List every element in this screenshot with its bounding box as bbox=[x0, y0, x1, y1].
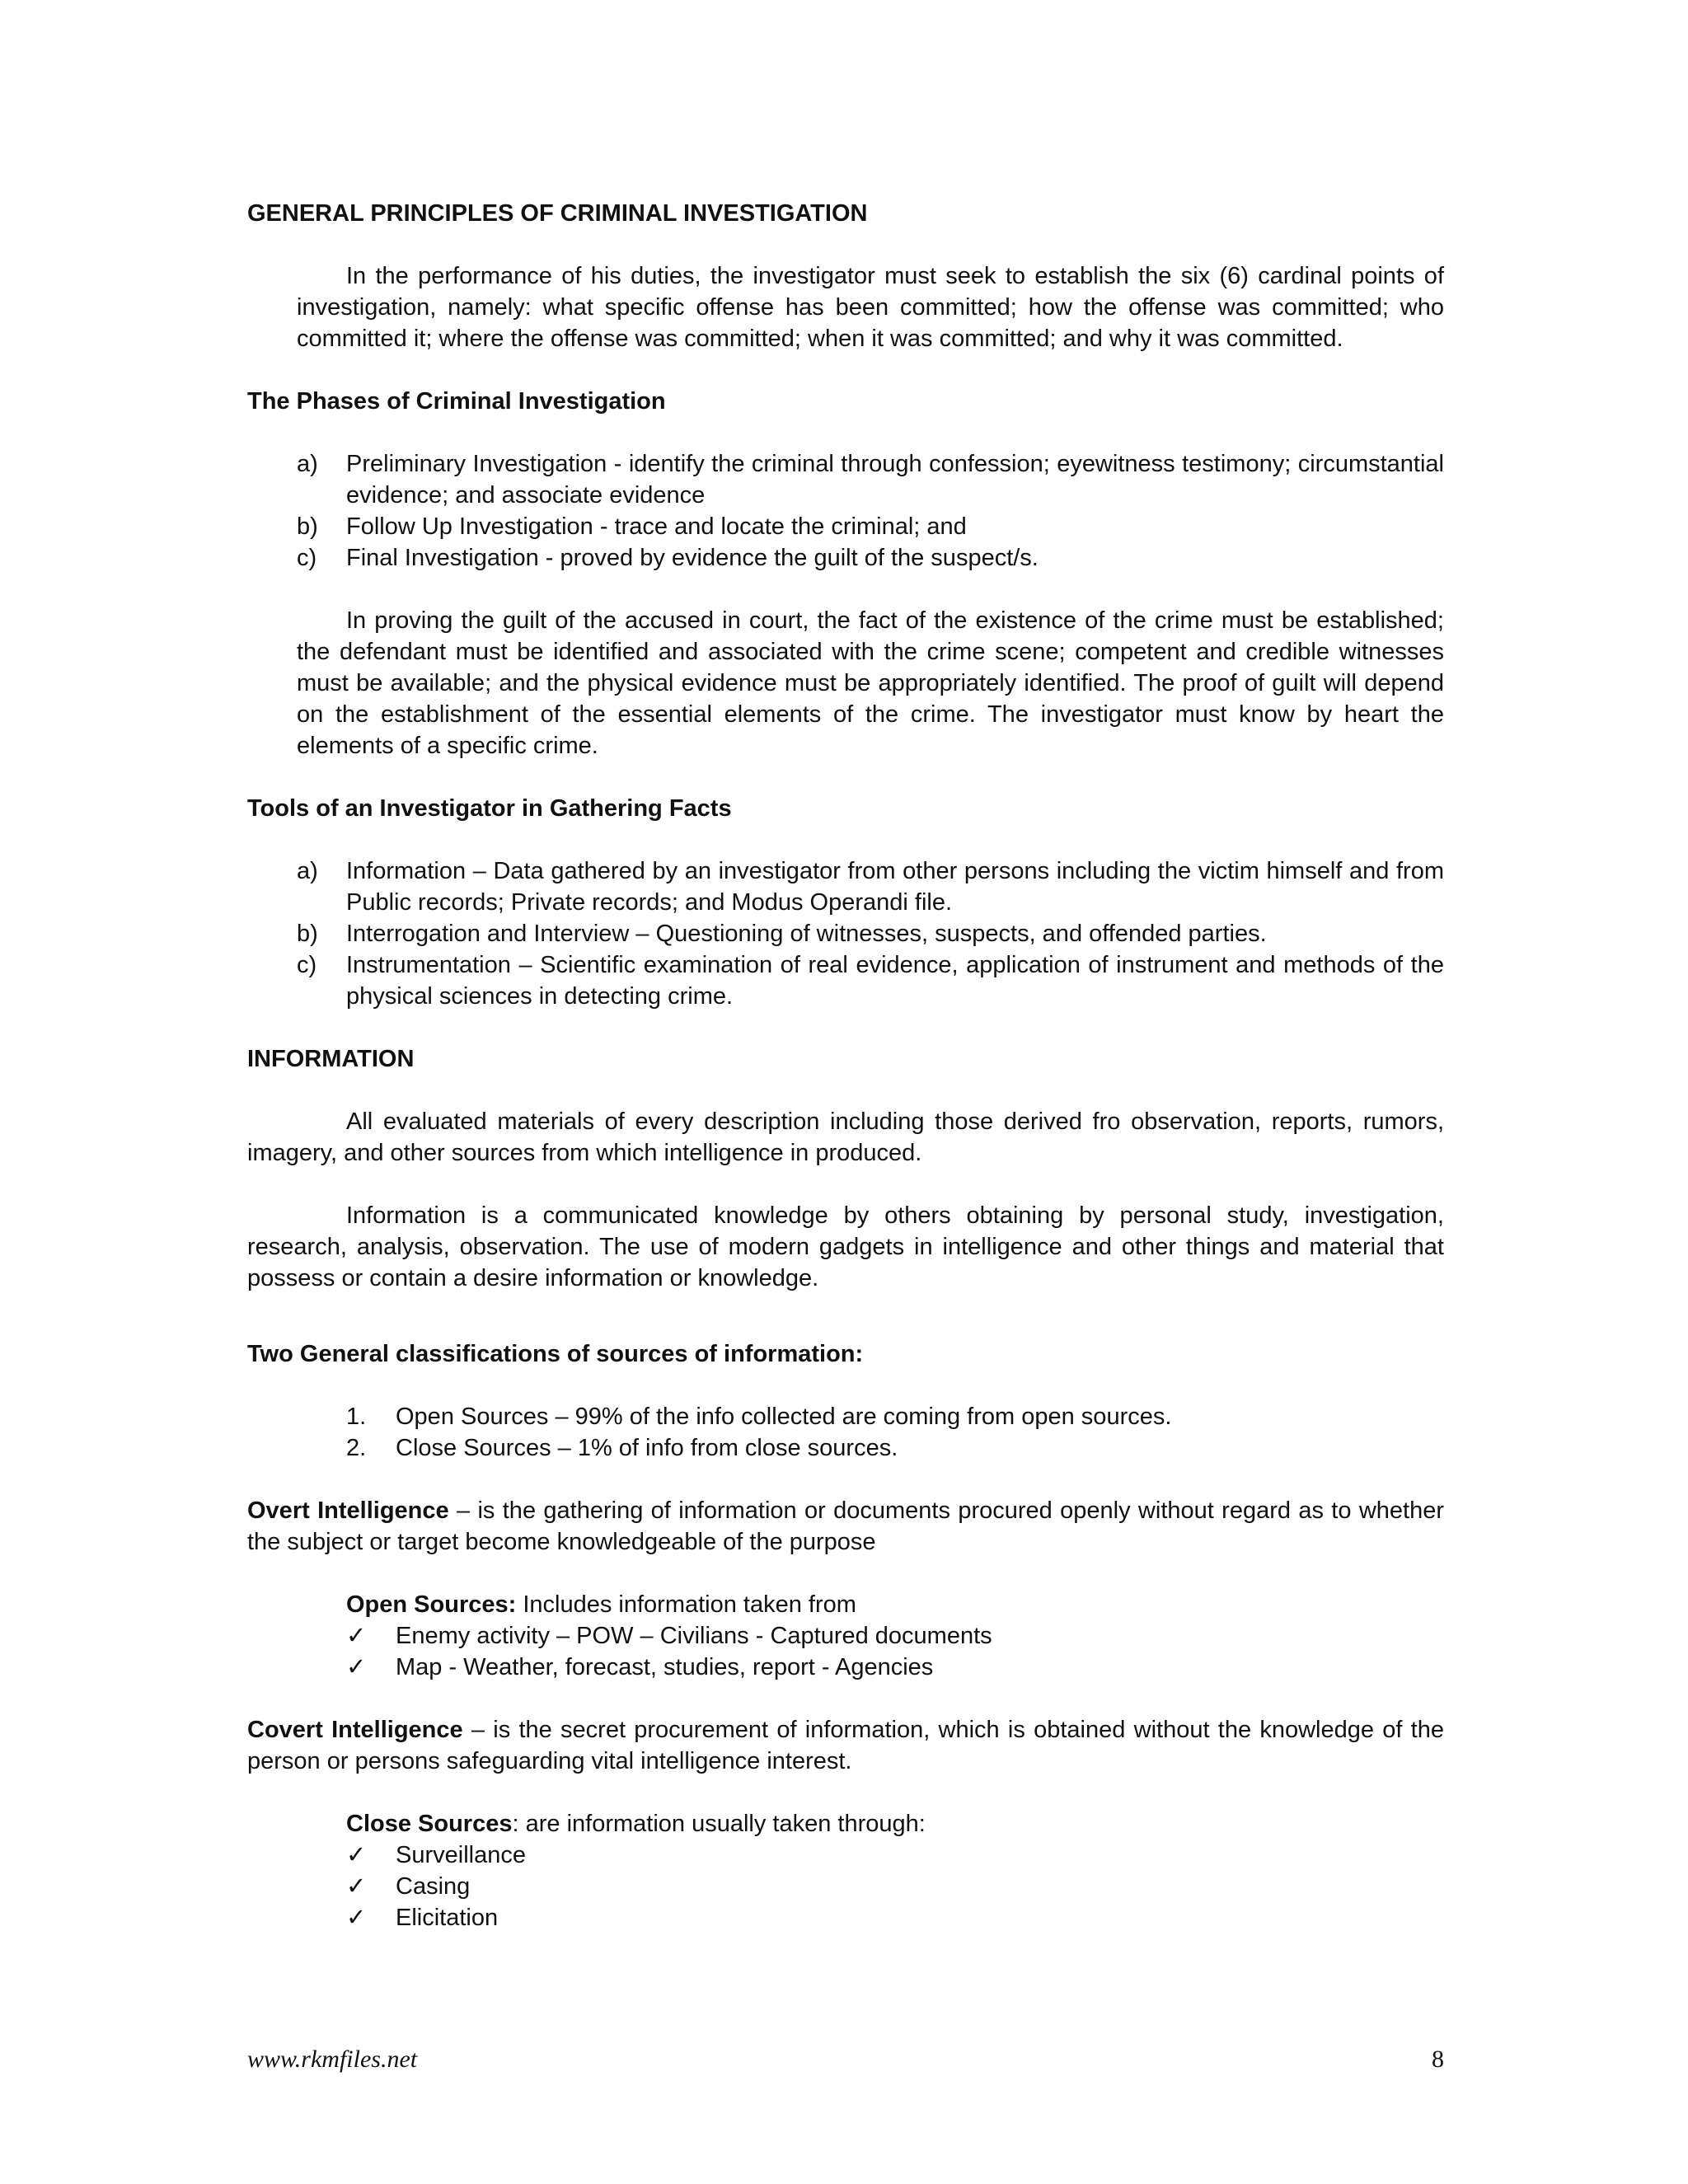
list-item bbox=[297, 448, 1444, 511]
checklist-item bbox=[346, 1652, 1444, 1683]
checkmark-icon: ✓ bbox=[346, 1623, 367, 1649]
close-sources-checklist bbox=[346, 1840, 1444, 1933]
paragraph-cardinal-points: In the performance of his duties, the investigator must seek to establish the six (6) cardinal points of investigation, namely: what specific offense has been committed; how the offense was committed; who committed it; where the offense was committed; when it was committed; and why it was committed. bbox=[297, 263, 1444, 352]
list-item bbox=[297, 855, 1444, 918]
checklist-item-text: Surveillance bbox=[396, 1842, 526, 1868]
checkmark-icon: ✓ bbox=[346, 1654, 367, 1680]
checklist-item-text: Map - Weather, forecast, studies, report - Agencies bbox=[396, 1654, 934, 1680]
list-marker: b) bbox=[297, 921, 318, 947]
checklist-item-text: Elicitation bbox=[396, 1905, 499, 1931]
document-page bbox=[247, 198, 1444, 1965]
list-item bbox=[297, 949, 1444, 1012]
tools-list bbox=[297, 855, 1444, 1012]
list-item-text: Preliminary Investigation - identify the criminal through confession; eyewitness testimony; circumstantial evidence; and associate evidence bbox=[346, 451, 1444, 509]
definition-text: – is the gathering of information or documents procured openly without regard as to whether the subject or target become knowledgeable of the purpose bbox=[247, 1497, 1444, 1555]
footer-url[interactable]: www.rkmfiles.net bbox=[247, 2046, 418, 2073]
list-item bbox=[346, 1401, 1444, 1432]
open-sources-lead bbox=[346, 1589, 1444, 1620]
sources-list bbox=[346, 1401, 1444, 1464]
list-item bbox=[346, 1432, 1444, 1464]
open-sources-checklist bbox=[346, 1620, 1444, 1683]
paragraph-communicated-knowledge: Information is a communicated knowledge by others obtaining by personal study, investigation, research, analysis, observation. The use of modern gadgets in intelligence and other things and material that possess or contain a desire information or knowledge. bbox=[247, 1202, 1444, 1291]
section-heading-information: INFORMATION bbox=[247, 1046, 415, 1072]
checklist-item bbox=[346, 1902, 1444, 1933]
spacer bbox=[247, 1325, 1444, 1338]
open-sources-block bbox=[346, 1589, 1444, 1683]
paragraph-overt-intelligence bbox=[247, 1495, 1444, 1558]
list-marker: 1. bbox=[346, 1404, 367, 1430]
close-sources-lead bbox=[346, 1808, 1444, 1840]
list-item-text: Information – Data gathered by an investigator from other persons including the victim himself and from Public records; Private records; and Modus Operandi file. bbox=[346, 858, 1444, 916]
paragraph-evaluated-materials: All evaluated materials of every description including those derived fro observation, reports, rumors, imagery, and other sources from which intelligence in produced. bbox=[247, 1108, 1444, 1166]
list-item-text: Interrogation and Interview – Questioning of witnesses, suspects, and offended parties. bbox=[346, 921, 1267, 947]
list-item-text: Instrumentation – Scientific examination of real evidence, application of instrument and methods of the physical sciences in detecting crime. bbox=[346, 952, 1444, 1010]
paragraph-covert-intelligence bbox=[247, 1714, 1444, 1777]
definition-text: – is the secret procurement of information, which is obtained without the knowledge of the person or persons safeguarding vital intelligence interest. bbox=[247, 1717, 1444, 1774]
checklist-item bbox=[346, 1840, 1444, 1871]
checklist-item-text: Enemy activity – POW – Civilians - Captured documents bbox=[396, 1623, 992, 1649]
checklist-item-text: Casing bbox=[396, 1873, 471, 1900]
open-sources-label: Open Sources: bbox=[346, 1591, 517, 1618]
checkmark-icon: ✓ bbox=[346, 1873, 367, 1900]
page-footer bbox=[247, 2046, 1444, 2074]
checkmark-icon: ✓ bbox=[346, 1842, 367, 1868]
list-item bbox=[297, 511, 1444, 542]
list-marker: b) bbox=[297, 513, 318, 540]
list-marker: c) bbox=[297, 545, 317, 571]
list-marker: a) bbox=[297, 858, 318, 884]
list-marker: 2. bbox=[346, 1435, 367, 1461]
checkmark-icon: ✓ bbox=[346, 1905, 367, 1931]
term-covert-intelligence: Covert Intelligence bbox=[247, 1717, 463, 1743]
page-number: 8 bbox=[1432, 2046, 1444, 2073]
close-sources-block bbox=[346, 1808, 1444, 1933]
term-overt-intelligence: Overt Intelligence bbox=[247, 1497, 449, 1524]
list-marker: a) bbox=[297, 451, 318, 477]
close-sources-label: Close Sources bbox=[346, 1811, 513, 1837]
section-heading-classifications: Two General classifications of sources of information: bbox=[247, 1341, 864, 1367]
checklist-item bbox=[346, 1871, 1444, 1902]
list-item bbox=[297, 918, 1444, 949]
list-item bbox=[297, 542, 1444, 574]
section-heading-phases: The Phases of Criminal Investigation bbox=[247, 388, 666, 415]
paragraph-proving-guilt: In proving the guilt of the accused in court, the fact of the existence of the crime must be established; the defendant must be identified and associated with the crime scene; competent and credible witnesses must be available; and the physical evidence must be appropriately identified. The proof of guilt will depend on the establishment of the essential elements of the crime. The investigator must know by heart the elements of a specific crime. bbox=[297, 607, 1444, 759]
list-item-text: Follow Up Investigation - trace and locate the criminal; and bbox=[346, 513, 967, 540]
checklist-item bbox=[346, 1620, 1444, 1652]
phases-list bbox=[297, 448, 1444, 574]
open-sources-text: Includes information taken from bbox=[516, 1591, 856, 1618]
section-heading-general-principles: GENERAL PRINCIPLES OF CRIMINAL INVESTIGATION bbox=[247, 200, 868, 227]
list-item-text: Open Sources – 99% of the info collected are coming from open sources. bbox=[396, 1404, 1172, 1430]
close-sources-text: : are information usually taken through: bbox=[512, 1811, 926, 1837]
list-item-text: Close Sources – 1% of info from close sources. bbox=[396, 1435, 898, 1461]
section-heading-tools: Tools of an Investigator in Gathering Facts bbox=[247, 795, 732, 822]
list-item-text: Final Investigation - proved by evidence the guilt of the suspect/s. bbox=[346, 545, 1039, 571]
list-marker: c) bbox=[297, 952, 317, 978]
